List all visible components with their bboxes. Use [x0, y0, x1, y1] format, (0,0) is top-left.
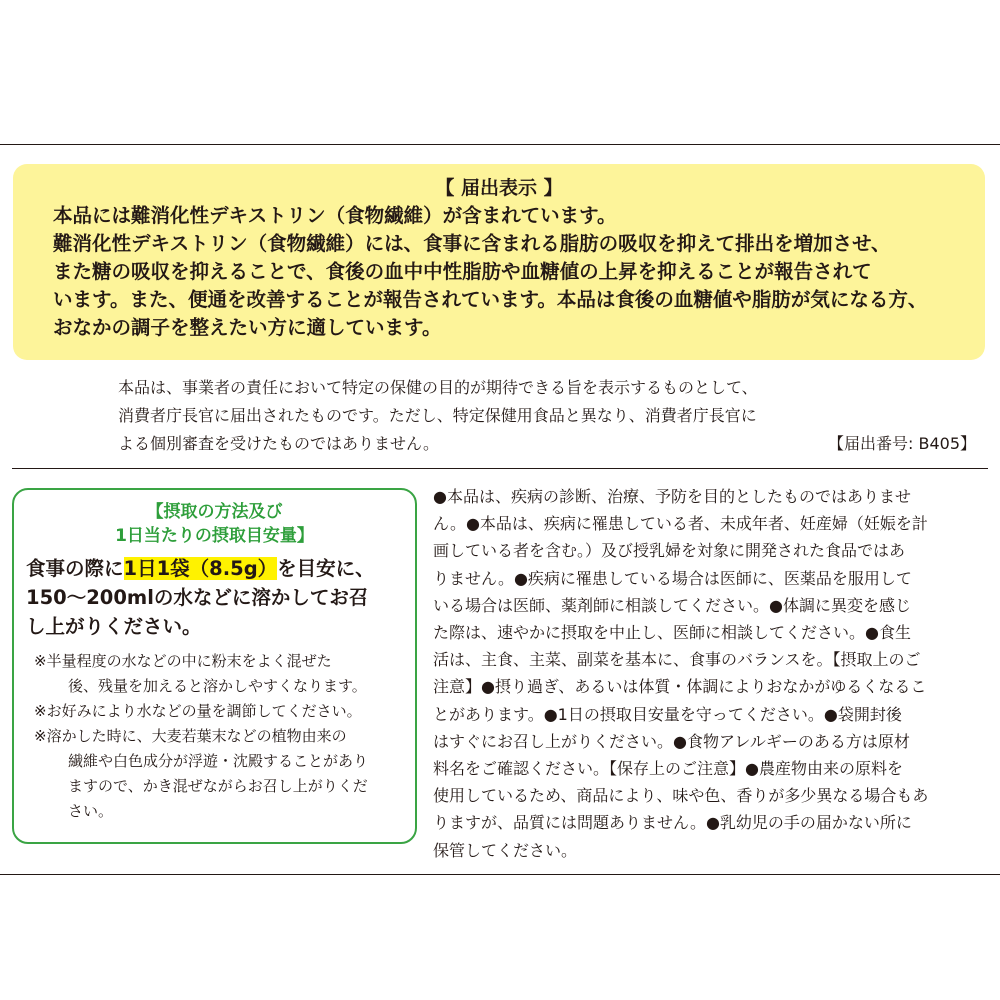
note-line: 繊維や白色成分が浮遊・沈殿することがあり — [68, 752, 369, 770]
note-line: ※半量程度の水などの中に粉末をよく混ぜた — [34, 652, 332, 670]
caution-line: 活は、主食、主菜、副菜を基本に、食事のバランスを。【摂取上のご — [433, 650, 921, 670]
dosage-main-line: し上がりください。 — [26, 615, 202, 638]
disclaimer — [118, 374, 988, 458]
caution-line: た際は、速やかに摂取を中止し、医師に相談してください。●食生 — [433, 623, 911, 643]
notice-line: 難消化性デキストリン（食物繊維）には、食事に含まれる脂肪の吸収を抑えて排出を増加させ、 — [53, 232, 891, 255]
notice-line: おなかの調子を整えたい方に適しています。 — [53, 316, 442, 339]
disclaimer-line: よる個別審査を受けたものではありません。 — [118, 434, 439, 453]
caution-line: 使用しているため、商品により、味や色、香りが多少異なる場合もあ — [433, 786, 929, 806]
caution-line: 画している者を含む。）及び授乳婦を対象に開発された食品ではあ — [433, 541, 906, 561]
caution-line: りますが、品質には問題ありません。●乳幼児の手の届かない所に — [433, 813, 912, 833]
cautions-text — [433, 483, 993, 864]
dosage-main-line: 150〜200mlの水などに溶かしてお召 — [26, 586, 369, 609]
notice-line: 本品には難消化性デキストリン（食物繊維）が含まれています。 — [53, 204, 617, 227]
bottom-divider — [0, 874, 1000, 875]
notice-panel — [13, 164, 985, 360]
caution-line: いる場合は医師、薬剤師に相談してください。●体調に異変を感じ — [433, 595, 911, 615]
notice-heading: 【 届出表示 】 — [435, 177, 563, 199]
middle-divider — [12, 468, 988, 469]
caution-line: 注意】●摂り過ぎ、あるいは体質・体調によりおなかがゆるくなるこ — [433, 677, 927, 697]
dosage-notes — [26, 649, 415, 824]
note-line: さい。 — [68, 802, 114, 820]
dosage-prefix: 食事の際に — [26, 557, 124, 580]
dosage-heading — [14, 500, 415, 548]
dosage-suffix: を目安に、 — [277, 557, 375, 580]
dosage-heading-line: 【摂取の方法及び — [146, 502, 283, 522]
disclaimer-line: 消費者庁長官に届出されたものです。ただし、特定保健用食品と異なり、消費者庁長官に — [118, 406, 757, 425]
caution-line: ん。●本品は、疾病に罹患している者、未成年者、妊産婦（妊娠を計 — [433, 514, 928, 534]
caution-line: 料名をご確認ください。【保存上のご注意】●農産物由来の原料を — [433, 759, 903, 779]
note-line: ※お好みにより水などの量を調節してください。 — [34, 702, 362, 720]
notice-line: います。また、便通を改善することが報告されています。本品は食後の血糖値や脂肪が気になる方、 — [53, 288, 928, 311]
dosage-instructions — [26, 554, 415, 641]
notice-line: また糖の吸収を抑えることで、食後の血中中性脂肪や血糖値の上昇を抑えることが報告されて — [53, 260, 872, 283]
caution-line: はすぐにお召し上がりください。●食物アレルギーのある方は原材 — [433, 731, 910, 751]
caution-line: とがあります。●1日の摂取目安量を守ってください。●袋開封後 — [433, 704, 902, 724]
caution-line: りません。●疾病に罹患している場合は医師に、医薬品を服用して — [433, 568, 912, 588]
dosage-amount-highlight: 1日1袋（8.5g） — [123, 557, 278, 580]
dosage-main-line — [26, 554, 415, 583]
disclaimer-line: 本品は、事業者の責任において特定の保健の目的が期待できる旨を表示するものとして、 — [118, 378, 758, 397]
filing-number: 【届出番号: B405】 — [828, 434, 976, 453]
caution-line: ●本品は、疾病の診断、治療、予防を目的としたものではありませ — [433, 487, 911, 506]
top-divider — [0, 144, 1000, 145]
caution-line: 保管してください。 — [433, 840, 578, 860]
dosage-heading-line: 1日当たりの摂取目安量】 — [115, 526, 314, 546]
note-line: ますので、かき混ぜながらお召し上がりくだ — [68, 777, 368, 795]
dosage-panel — [12, 488, 417, 844]
note-line: 後、残量を加えると溶かしやすくなります。 — [68, 677, 367, 695]
note-line: ※溶かした時に、大麦若葉末などの植物由来の — [34, 727, 347, 745]
